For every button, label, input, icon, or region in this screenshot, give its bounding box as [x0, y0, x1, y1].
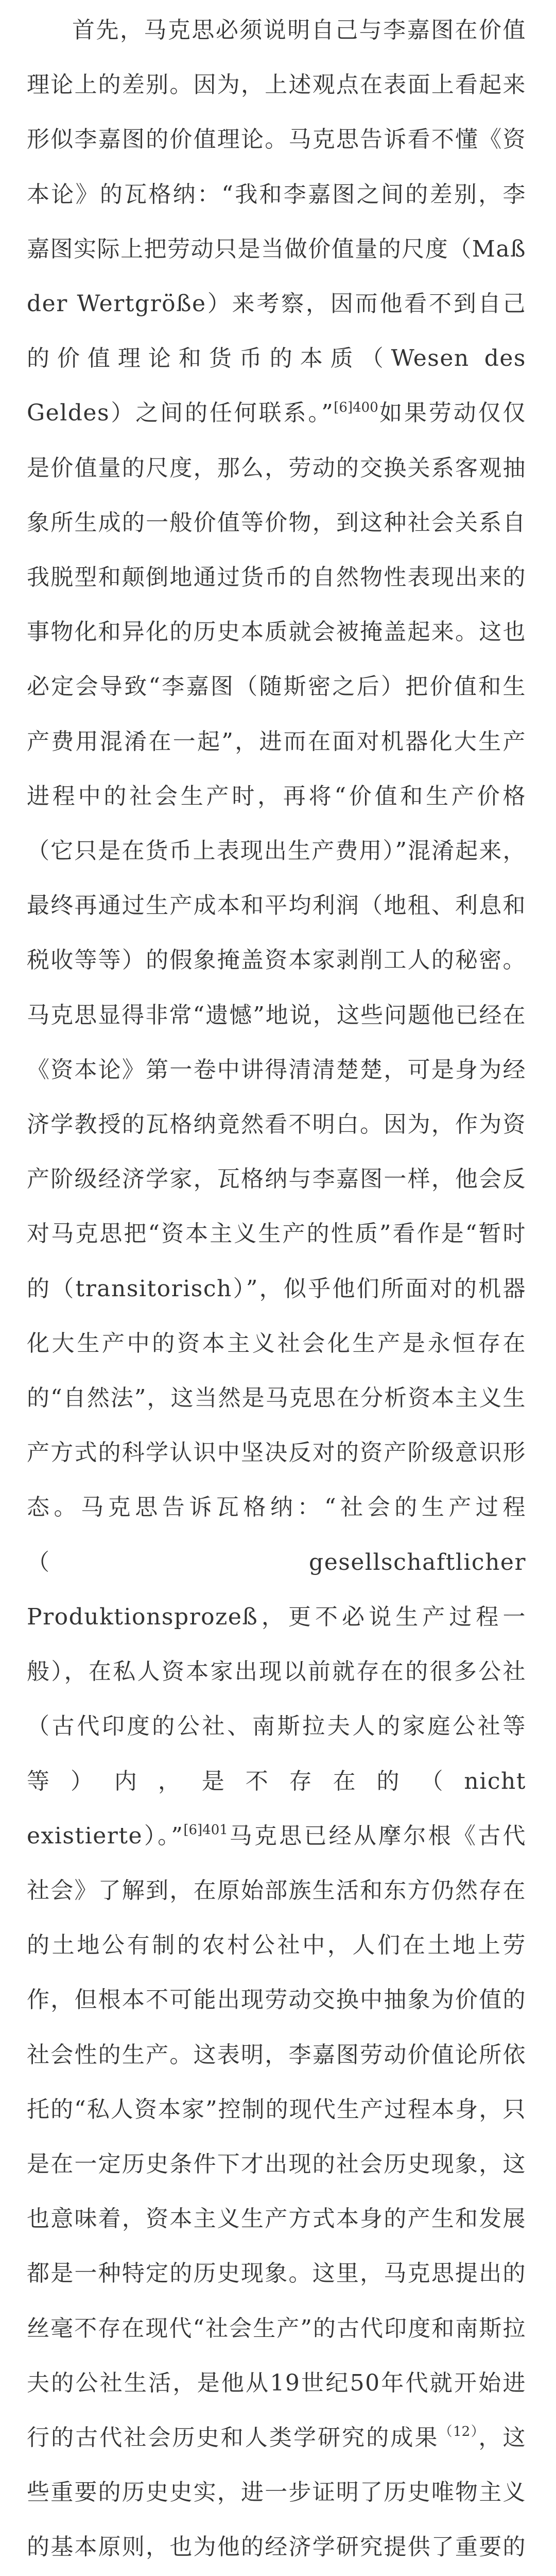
- paragraph-text: 首先，马克思必须说明自己与李嘉图在价值理论上的差别。因为，上述观点在表面上看起来形似李嘉图的价值理论。马克思告诉看不懂《资本论》的瓦格纳：“我和李嘉图之间的差别，李嘉图实际上把劳动只是当做价值量的尺度（Maß der Wertgröße）来考察，因而他看不到自己的价值理论和货币的本质（Wesen des Geldes）之间的任何联系。”: [27, 17, 526, 427]
- footnote-ref[interactable]: [6]401: [183, 1822, 228, 1838]
- paragraph-first-point: [27, 3, 526, 2576]
- paragraph-text: ，这些重要的历史史实，进一步证明了历史唯物主义的基本原则，也为他的经济学研究提供了重要的: [27, 2424, 526, 2561]
- footnote-ref[interactable]: （12）: [439, 2424, 479, 2440]
- footnote-ref[interactable]: [6]400: [334, 399, 378, 415]
- paragraph-text: 如果劳动仅仅是价值量的尺度，那么，劳动的交换关系客观抽象所生成的一般价值等价物，到这种社会关系自我脱型和颠倒地通过货币的自然物性表现出来的事物化和异化的历史本质就会被掩盖起来。这也必定会导致“李嘉图（随斯密之后）把价值和生产费用混淆在一起”，进而在面对机器化大生产进程中的社会生产时，再将“价值和生产价格（它只是在货币上表现出生产费用）”混淆起来，最终再通过生产成本和平均利润（地租、利息和税收等等）的假象掩盖资本家剥削工人的秘密。马克思显得非常“遗憾”地说，这些问题他已经在《资本论》第一卷中讲得清清楚楚，可是身为经济学教授的瓦格纳竟然看不明白。因为，作为资产阶级经济学家，瓦格纳与李嘉图一样，他会反对马克思把“资本主义生产的性质”看作是“暂时的（transitorisch）”，似乎他们所面对的机器化大生产中的资本主义社会化生产是永恒存在的“自然法”，这当然是马克思在分析资本主义生产方式的科学认识中坚决反对的资产阶级意识形态。马克思告诉瓦格纳：“社会的生产过程（gesellschaftlicher Produktionsprozeß，更不必说生产过程一般），在私人资本家出现以前就存在的很多公社（古代印度的公社、南斯拉夫人的家庭公社等等）内，是不存在的（nicht existierte）。”: [27, 400, 526, 1849]
- paragraph-text: 马克思已经从摩尔根《古代社会》了解到，在原始部族生活和东方仍然存在的土地公有制的农村公社中，人们在土地上劳作，但根本不可能出现劳动交换中抽象为价值的社会性的生产。这表明，李嘉图劳动价值论所依托的“私人资本家”控制的现代生产过程本身，只是在一定历史条件下才出现的社会历史现象，这也意味着，资本主义生产方式本身的产生和发展都是一种特定的历史现象。这里，马克思提出的丝毫不存在现代“社会生产”的古代印度和南斯拉夫的公社生活，是他从19世纪50年代就开始进行的古代社会历史和人类学研究的成果: [27, 1822, 526, 2451]
